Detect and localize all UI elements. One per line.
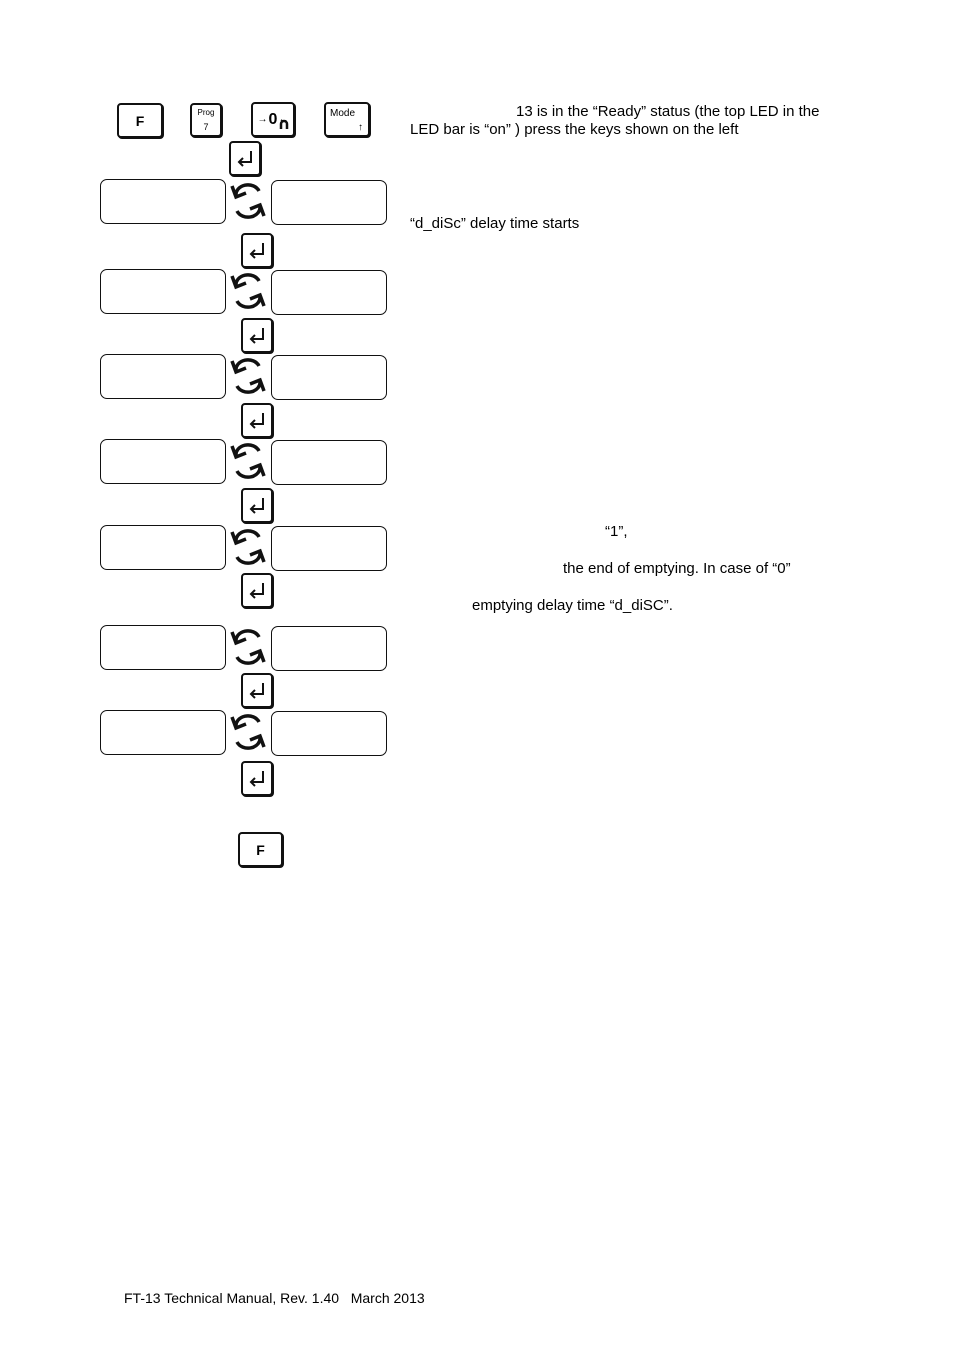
display-right [271,180,387,225]
display-left [100,710,226,755]
enter-key[interactable] [241,488,273,523]
cycle-arrows-icon [229,357,267,395]
display-right [271,526,387,571]
tare-hook-icon [279,116,289,134]
display-left [100,269,226,314]
page-footer: FT-13 Technical Manual, Rev. 1.40 March 2013 [124,1290,425,1306]
enter-key-icon [243,320,271,350]
value-one-text: “1”, [605,523,628,540]
instruction-line-1: 13 is in the “Ready” status (the top LED in the [516,103,820,120]
emptying-delay-text: emptying delay time “d_diSC”. [472,597,673,614]
delay-start-text: “d_diSc” delay time starts [410,215,580,232]
display-right [271,270,387,315]
enter-key-icon [231,143,259,173]
f-key[interactable] [117,103,163,138]
display-right [271,440,387,485]
instruction-line-2: LED bar is “on” ) press the keys shown on the left [410,121,739,138]
zero-key-arrow-out: ← [278,114,289,125]
mode-key-arrow: ↑ [358,122,363,133]
display-left [100,625,226,670]
enter-key[interactable] [241,761,273,796]
zero-key-arrow-in: → [257,114,268,125]
end-of-emptying-text: the end of emptying. In case of “0” [563,560,791,577]
final-f-key[interactable] [238,832,283,867]
enter-key[interactable] [241,403,273,438]
cycle-arrows-icon [229,442,267,480]
mode-key[interactable] [324,102,370,137]
enter-key[interactable] [241,673,273,708]
display-right [271,626,387,671]
display-left [100,525,226,570]
cycle-arrows-icon [229,713,267,751]
enter-key[interactable] [241,573,273,608]
prog-key[interactable] [190,103,222,137]
enter-key[interactable] [241,318,273,353]
enter-key[interactable] [229,141,261,176]
enter-key-icon [243,235,271,265]
enter-key-icon [243,575,271,605]
zero-key-label: 0 [268,110,278,128]
f-key-label: F [135,112,145,129]
display-left [100,439,226,484]
enter-key-icon [243,763,271,793]
display-right [271,355,387,400]
final-f-key-label: F [256,841,265,858]
zero-key[interactable] [251,102,295,137]
display-left [100,354,226,399]
mode-key-label: Mode [330,108,356,119]
enter-key[interactable] [241,233,273,268]
cycle-arrows-icon [229,272,267,310]
enter-key-icon [243,675,271,705]
cycle-arrows-icon [229,628,267,666]
prog-key-number: 7 [203,122,209,132]
enter-key-icon [243,405,271,435]
cycle-arrows-icon [229,528,267,566]
display-left [100,179,226,224]
display-right [271,711,387,756]
cycle-arrows-icon [229,182,267,220]
enter-key-icon [243,490,271,520]
prog-key-label: Prog [197,108,215,117]
